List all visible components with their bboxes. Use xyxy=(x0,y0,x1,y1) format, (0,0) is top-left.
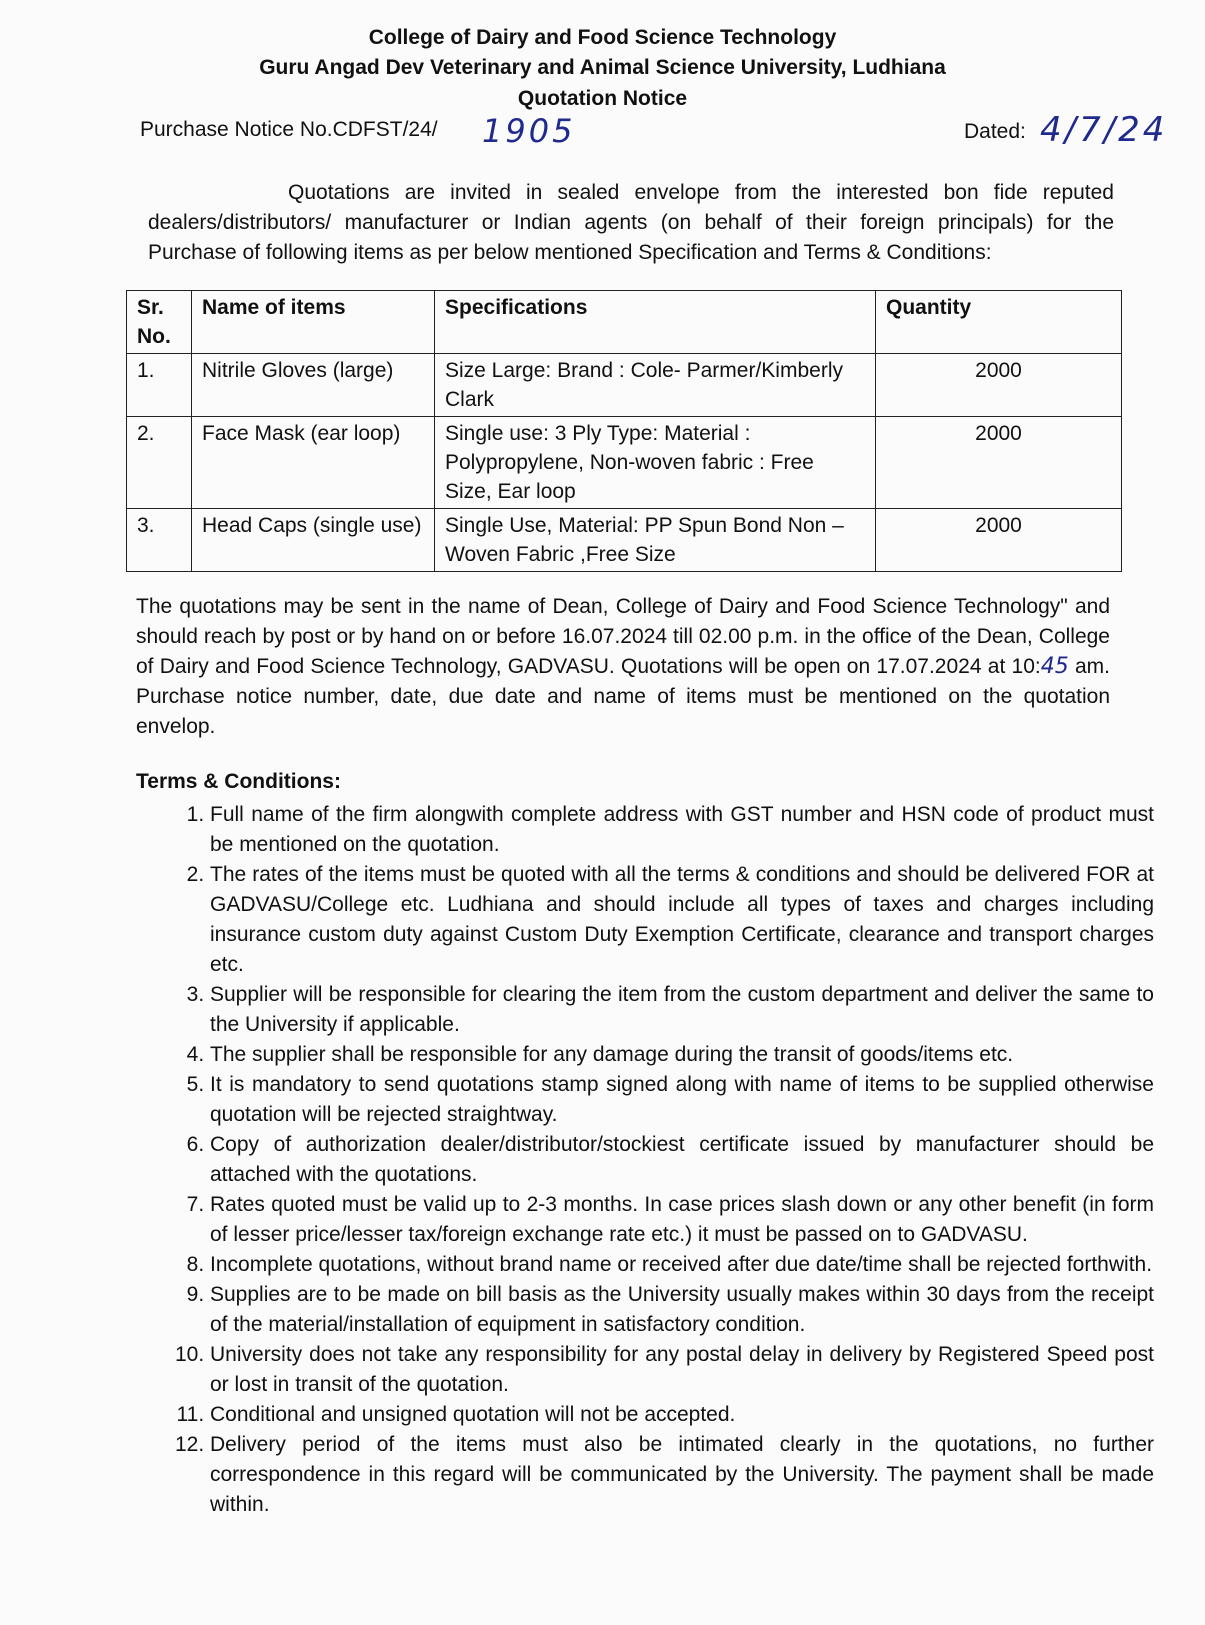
table-row xyxy=(127,354,1122,417)
notice-number-label: Purchase Notice No.CDFST/24/ xyxy=(140,118,438,141)
document-title: Quotation Notice xyxy=(517,87,688,110)
submission-text-2: am. Purchase notice number, date, due date and name of items must be mentioned on the quotation envelop. xyxy=(136,655,1111,738)
cell-spec: Single use: 3 Ply Type: Material : Polypropylene, Non-woven fabric : Free Size, Ear loop xyxy=(435,417,876,509)
header-sr-no: Sr. No. xyxy=(127,291,192,354)
intro-paragraph: Quotations are invited in sealed envelope from the interested bon fide reputed dealers/distributors/ manufacturer or Indian agents (on behalf of their foreign principals) for the Purchase of following items as per below mentioned Specification and Terms & Conditions: xyxy=(148,181,1114,264)
cell-sr: 3. xyxy=(127,509,192,572)
notice-line xyxy=(140,110,1168,156)
list-item: 2. The rates of the items must be quoted with all the terms & conditions and should be delivered FOR at GADVASU/College etc. Ludhiana and should include all types of taxes and charges including insurance custom duty against Custom Duty Exemption Certificate, clearance and transport charges etc. xyxy=(210,860,1154,980)
university-name: Guru Angad Dev Veterinary and Animal Science University, Ludhiana xyxy=(259,56,946,79)
list-item: 1. Full name of the firm alongwith complete address with GST number and HSN code of product must be mentioned on the quotation. xyxy=(210,800,1154,860)
header-specifications: Specifications xyxy=(435,291,876,354)
cell-qty: 2000 xyxy=(876,509,1122,572)
header-quantity: Quantity xyxy=(876,291,1122,354)
cell-name: Face Mask (ear loop) xyxy=(192,417,435,509)
cell-name: Head Caps (single use) xyxy=(192,509,435,572)
dated-handwritten: 4/7/24 xyxy=(1040,110,1168,150)
table-row xyxy=(127,509,1122,572)
cell-qty: 2000 xyxy=(876,354,1122,417)
list-item: 7. Rates quoted must be valid up to 2-3 months. In case prices slash down or any other benefit (in form of lesser price/lesser tax/foreign exchange rate etc.) it must be passed on to GADVASU. xyxy=(210,1190,1154,1250)
table-row xyxy=(127,417,1122,509)
list-item: 6. Copy of authorization dealer/distributor/stockiest certificate issued by manufacturer should be attached with the quotations. xyxy=(210,1130,1154,1190)
terms-title: Terms & Conditions: xyxy=(136,770,341,793)
list-item: 8. Incomplete quotations, without brand name or received after due date/time shall be rejected forthwith. xyxy=(210,1250,1154,1280)
time-handwritten: 45 xyxy=(1040,654,1069,679)
submission-text-1: The quotations may be sent in the name of Dean, College of Dairy and Food Science Technology" and should reach by post or by hand on or before 16.07.2024 till 02.00 p.m. in the office of the Dean, College of Dairy and Food Science Technology, GADVASU. Quotations will be open on 17.07.2024 at 10: xyxy=(136,595,1110,678)
list-item: 11. Conditional and unsigned quotation will not be accepted. xyxy=(210,1400,1154,1430)
list-item: 5. It is mandatory to send quotations stamp signed along with name of items to be supplied otherwise quotation will be rejected straightway. xyxy=(210,1070,1154,1130)
cell-spec: Single Use, Material: PP Spun Bond Non –Woven Fabric ,Free Size xyxy=(435,509,876,572)
cell-qty: 2000 xyxy=(876,417,1122,509)
items-table xyxy=(126,290,1122,572)
list-item: 4. The supplier shall be responsible for any damage during the transit of goods/items etc. xyxy=(210,1040,1154,1070)
list-item: 9. Supplies are to be made on bill basis as the University usually makes within 30 days from the receipt of the material/installation of equipment in satisfactory condition. xyxy=(210,1280,1154,1340)
dated-label: Dated: xyxy=(964,120,1026,143)
college-name: College of Dairy and Food Science Technology xyxy=(368,26,837,49)
cell-sr: 1. xyxy=(127,354,192,417)
table-header-row xyxy=(127,291,1122,354)
terms-list xyxy=(166,800,1154,1520)
header-name: Name of items xyxy=(192,291,435,354)
cell-name: Nitrile Gloves (large) xyxy=(192,354,435,417)
list-item: 3. Supplier will be responsible for clearing the item from the custom department and deliver the same to the University if applicable. xyxy=(210,980,1154,1040)
cell-spec: Size Large: Brand : Cole- Parmer/Kimberly Clark xyxy=(435,354,876,417)
list-item: 10. University does not take any responsibility for any postal delay in delivery by Registered Speed post or lost in transit of the quotation. xyxy=(210,1340,1154,1400)
list-item: 12. Delivery period of the items must also be intimated clearly in the quotations, no further correspondence in this regard will be communicated by the University. The payment shall be made within. xyxy=(210,1430,1154,1520)
notice-number-handwritten: 1905 xyxy=(482,112,576,150)
submission-paragraph xyxy=(136,592,1110,742)
cell-sr: 2. xyxy=(127,417,192,509)
